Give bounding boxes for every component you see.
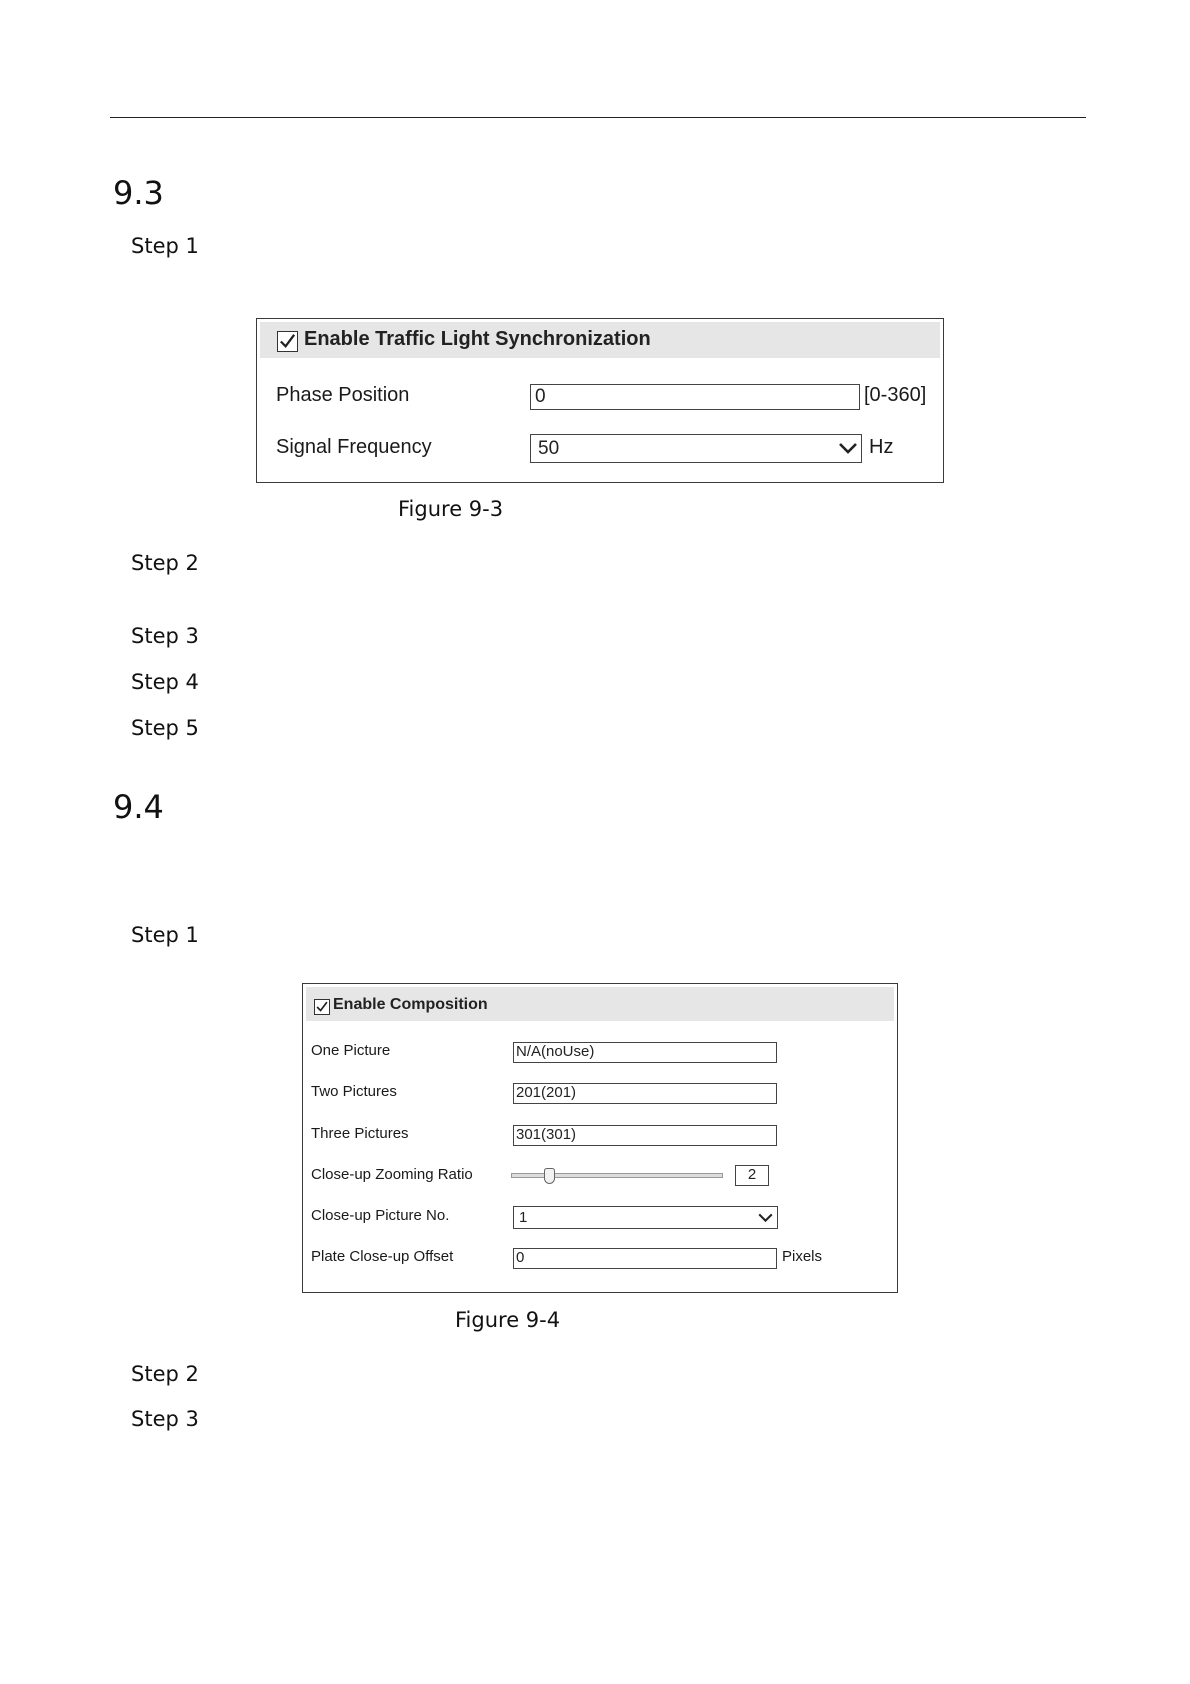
enable-traffic-light-label: Enable Traffic Light Synchronization bbox=[304, 328, 651, 350]
plate-offset-label: Plate Close-up Offset bbox=[311, 1248, 454, 1265]
plate-offset-unit: Pixels bbox=[782, 1248, 823, 1265]
chevron-down-icon bbox=[839, 441, 857, 455]
enable-traffic-light-checkbox[interactable] bbox=[277, 331, 298, 352]
traffic-light-sync-panel bbox=[256, 318, 944, 483]
header-rule bbox=[110, 117, 1086, 118]
closeup-picture-no-label: Close-up Picture No. bbox=[311, 1207, 450, 1224]
panel-header bbox=[260, 322, 940, 358]
plate-offset-input[interactable]: 0 bbox=[513, 1248, 777, 1269]
enable-composition-label: Enable Composition bbox=[333, 996, 488, 1013]
section-number-9-4: 9.4 bbox=[113, 788, 164, 826]
closeup-picture-no-value: 1 bbox=[519, 1209, 528, 1226]
panel-header bbox=[306, 987, 894, 1021]
step-label: Step 2 bbox=[131, 551, 199, 575]
phase-position-label: Phase Position bbox=[276, 384, 410, 406]
three-pictures-input[interactable]: 301(301) bbox=[513, 1125, 777, 1146]
step-label: Step 1 bbox=[131, 923, 199, 947]
two-pictures-input[interactable]: 201(201) bbox=[513, 1083, 777, 1104]
checkmark-icon bbox=[315, 1000, 329, 1014]
zoom-ratio-slider[interactable] bbox=[511, 1173, 723, 1178]
enable-composition-checkbox[interactable] bbox=[314, 999, 330, 1015]
chevron-down-icon bbox=[758, 1212, 773, 1223]
two-pictures-label: Two Pictures bbox=[311, 1083, 397, 1100]
zoom-ratio-value[interactable]: 2 bbox=[735, 1165, 769, 1186]
phase-position-range: [0-360] bbox=[864, 384, 927, 406]
signal-frequency-value: 50 bbox=[538, 438, 560, 459]
step-label: Step 2 bbox=[131, 1362, 199, 1386]
step-label: Step 3 bbox=[131, 624, 199, 648]
checkmark-icon bbox=[278, 332, 297, 351]
zoom-ratio-label: Close-up Zooming Ratio bbox=[311, 1166, 473, 1183]
closeup-picture-no-select[interactable] bbox=[513, 1206, 778, 1229]
section-number-9-3: 9.3 bbox=[113, 174, 164, 212]
step-label: Step 3 bbox=[131, 1407, 199, 1431]
step-label: Step 5 bbox=[131, 716, 199, 740]
one-picture-input[interactable]: N/A(noUse) bbox=[513, 1042, 777, 1063]
three-pictures-label: Three Pictures bbox=[311, 1125, 409, 1142]
figure-caption-9-4: Figure 9-4 bbox=[455, 1308, 561, 1332]
signal-frequency-select[interactable] bbox=[530, 434, 862, 463]
step-label: Step 4 bbox=[131, 670, 199, 694]
figure-caption-9-3: Figure 9-3 bbox=[398, 497, 504, 521]
zoom-ratio-slider-thumb[interactable] bbox=[544, 1168, 555, 1184]
phase-position-input[interactable]: 0 bbox=[530, 384, 860, 410]
composition-panel bbox=[302, 983, 898, 1293]
step-label: Step 1 bbox=[131, 234, 199, 258]
signal-frequency-label: Signal Frequency bbox=[276, 436, 432, 458]
one-picture-label: One Picture bbox=[311, 1042, 391, 1059]
signal-frequency-unit: Hz bbox=[869, 436, 894, 458]
